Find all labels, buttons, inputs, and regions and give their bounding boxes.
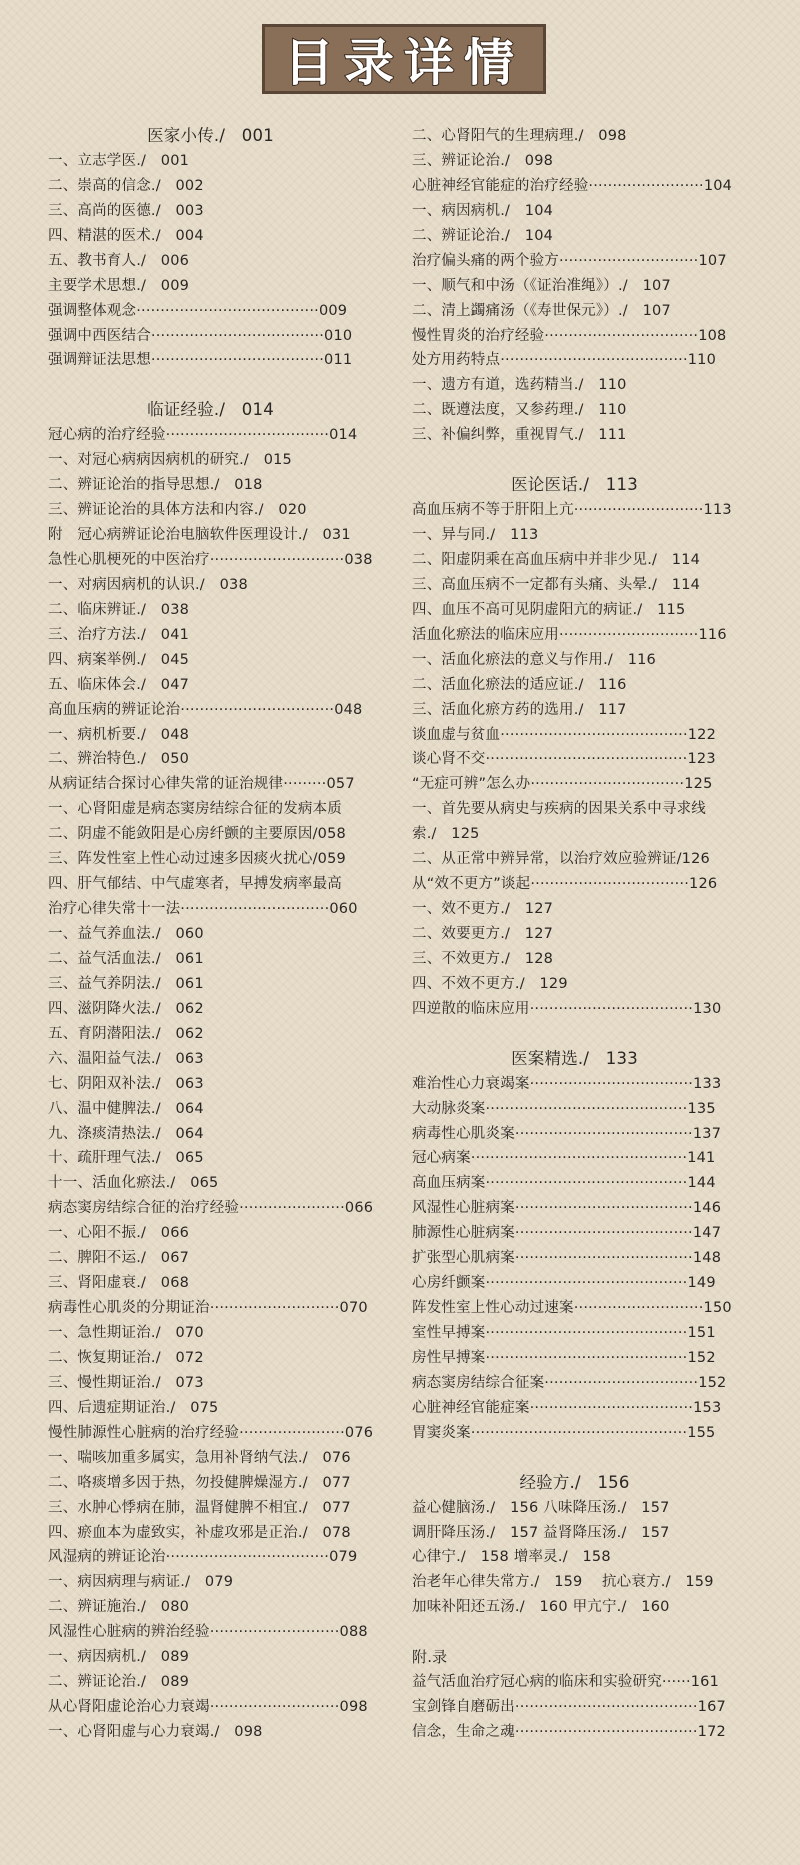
toc-entry: 十一、活血化瘀法./ 065 bbox=[48, 1175, 219, 1192]
toc-entry: 扩张型心肌病案·····································148 bbox=[412, 1250, 722, 1267]
toc-entry: 二、既遵法度，又参药理./ 110 bbox=[412, 402, 627, 419]
toc-entry: 三、高尚的医德./ 003 bbox=[48, 202, 204, 219]
toc-entry: 二、辨证施治./ 080 bbox=[48, 1599, 190, 1616]
toc-entry: 一、心肾阳虚是病态窦房结综合征的发病本质 bbox=[48, 801, 342, 818]
toc-entry: 三、高血压病不一定都有头痛、头晕./ 114 bbox=[412, 576, 701, 593]
toc-entry: 三、辨证论治的具体方法和内容./ 020 bbox=[48, 502, 307, 519]
toc-entry: 附 冠心病辨证论治电脑软件医理设计./ 031 bbox=[48, 527, 351, 543]
toc-entry: 二、辨证论治的指导思想./ 018 bbox=[48, 477, 263, 494]
toc-section-heading: 医案精选./ 133 bbox=[511, 1048, 638, 1068]
toc-entry: 二、效要更方./ 127 bbox=[412, 926, 554, 942]
toc-entry: 加味补阳还五汤./ 160 甲亢宁./ 160 bbox=[412, 1599, 670, 1616]
toc-entry: 三、活血化瘀方药的选用./ 117 bbox=[412, 701, 627, 718]
title-banner bbox=[262, 24, 546, 94]
toc-entry: 六、温阳益气法./ 063 bbox=[48, 1050, 204, 1067]
toc-entry: 治疗心律失常十一法·······························060 bbox=[48, 901, 358, 918]
toc-entry: 益气活血治疗冠心病的临床和实验研究······161 bbox=[412, 1674, 720, 1691]
toc-section-heading: 医家小传./ 001 bbox=[147, 126, 274, 145]
toc-entry: 四、不效不更方./ 129 bbox=[412, 975, 568, 992]
toc-entry: 二、从正常中辨异常，以治疗效应验辨证/126 bbox=[412, 851, 710, 868]
toc-entry: 强调整体观念······································009 bbox=[48, 302, 348, 319]
toc-entry: 二、活血化瘀法的适应证./ 116 bbox=[412, 676, 627, 693]
toc-entry: 一、顺气和中汤（《证治准绳》）./ 107 bbox=[412, 277, 671, 294]
toc-entry: 四、后遗症期证治./ 075 bbox=[48, 1399, 219, 1416]
toc-entry: 四、血压不高可见阴虚阳亢的病证./ 115 bbox=[412, 601, 686, 618]
toc-entry: 二、心肾阳气的生理病理./ 098 bbox=[412, 128, 627, 144]
toc-entry: 三、益气养阴法./ 061 bbox=[48, 975, 204, 992]
toc-entry: 心房纤颤案··········································149 bbox=[412, 1275, 716, 1292]
toc-entry: 冠心病的治疗经验··································014 bbox=[48, 427, 358, 444]
toc-entry: 二、脾阳不运./ 067 bbox=[48, 1250, 190, 1267]
toc-appendix-label: 附.录 bbox=[412, 1648, 448, 1667]
toc-entry: 高血压病不等于肝阳上亢···························113 bbox=[412, 502, 732, 519]
toc-entry: 三、治疗方法./ 041 bbox=[48, 626, 190, 643]
toc-entry: 八、温中健脾法./ 064 bbox=[48, 1100, 204, 1117]
toc-entry: 谈血虚与贫血·······································122 bbox=[412, 726, 717, 743]
toc-entry: 心脏神经官能症的治疗经验························104 bbox=[412, 177, 733, 194]
toc-entry: 五、教书育人./ 006 bbox=[48, 252, 190, 269]
toc-entry: 一、对冠心病病因病机的研究./ 015 bbox=[48, 452, 292, 469]
toc-entry: 五、临床体会./ 047 bbox=[48, 676, 190, 693]
toc-entry: 风湿性心脏病案·····································146 bbox=[412, 1200, 722, 1217]
toc-entry: 四、病案举例./ 045 bbox=[48, 651, 190, 668]
toc-entry: 宝剑锋自磨砺出······································167 bbox=[412, 1699, 726, 1716]
toc-entry: 治疗偏头痛的两个验方·····························107 bbox=[412, 252, 727, 269]
toc-entry: 从病证结合探讨心律失常的证治规律·········057 bbox=[48, 776, 355, 793]
toc-entry: 难治性心力衰竭案··································133 bbox=[412, 1075, 722, 1092]
toc-entry: 三、阵发性室上性心动过速多因痰火扰心/059 bbox=[48, 851, 346, 868]
toc-entry: 一、异与同./ 113 bbox=[412, 527, 539, 543]
toc-entry: 处方用药特点·······································110 bbox=[412, 352, 717, 369]
toc-entry: 一、病因病机./ 104 bbox=[412, 202, 554, 219]
toc-entry: 二、清上蠲痛汤（《寿世保元》）./ 107 bbox=[412, 302, 671, 319]
toc-spacer bbox=[412, 1446, 737, 1471]
toc-spacer bbox=[48, 373, 373, 398]
toc-entry: 一、喘咳加重多属实，急用补肾纳气法./ 076 bbox=[48, 1449, 351, 1466]
toc-entry: 二、临床辨证./ 038 bbox=[48, 601, 190, 618]
toc-entry: 房性早搏案··········································152 bbox=[412, 1349, 716, 1366]
toc-entry: 谈心肾不交··········································123 bbox=[412, 751, 716, 768]
toc-entry: 从心肾阳虚论治心力衰竭···························098 bbox=[48, 1699, 368, 1716]
toc-entry: 二、恢复期证治./ 072 bbox=[48, 1349, 204, 1366]
toc-entry: 索./ 125 bbox=[412, 826, 480, 843]
toc-entry: 二、阳虚阴乘在高血压病中并非少见./ 114 bbox=[412, 551, 701, 568]
toc-entry: 四、精湛的医术./ 004 bbox=[48, 227, 204, 244]
toc-entry: 三、补偏纠弊，重视胃气./ 111 bbox=[412, 427, 627, 444]
toc-entry: 一、病因病机./ 089 bbox=[48, 1649, 190, 1666]
toc-entry: 二、辨证论治./ 089 bbox=[48, 1674, 190, 1691]
toc-entry: 二、咯痰增多因于热，勿投健脾燥湿方./ 077 bbox=[48, 1474, 351, 1491]
page-title: 目录详情 bbox=[284, 33, 524, 92]
toc-entry: 益心健脑汤./ 156 八味降压汤./ 157 bbox=[412, 1499, 670, 1516]
toc-entry: 急性心肌梗死的中医治疗····························038 bbox=[48, 551, 373, 568]
toc-entry: 高血压病的辨证论治································048 bbox=[48, 701, 363, 718]
toc-section-heading: 临证经验./ 014 bbox=[147, 400, 274, 420]
toc-entry: 二、崇高的信念./ 002 bbox=[48, 177, 204, 194]
toc-entry: 风湿性心脏病的辨治经验···························088 bbox=[48, 1624, 368, 1641]
toc-entry: 二、阴虚不能敛阳是心房纤颤的主要原因/058 bbox=[48, 826, 346, 843]
toc-entry: 调肝降压汤./ 157 益肾降压汤./ 157 bbox=[412, 1524, 670, 1541]
toc-entry: 肺源性心脏病案·····································147 bbox=[412, 1225, 722, 1242]
toc-entry: 阵发性室上性心动过速案···························150 bbox=[412, 1300, 732, 1317]
toc-entry: 一、活血化瘀法的意义与作用./ 116 bbox=[412, 651, 656, 668]
toc-entry: 高血压病案··········································144 bbox=[412, 1175, 716, 1192]
toc-entry: 二、辨治特色./ 050 bbox=[48, 751, 190, 768]
toc-entry: 四、滋阴降火法./ 062 bbox=[48, 1000, 204, 1017]
toc-entry: 一、心肾阳虚与心力衰竭./ 098 bbox=[48, 1724, 263, 1740]
toc-entry: 四、瘀血本为虚致实，补虚攻邪是正治./ 078 bbox=[48, 1524, 351, 1541]
toc-entry: 强调辩证法思想····································011 bbox=[48, 352, 353, 369]
toc-entry: 冠心病案·············································141 bbox=[412, 1150, 716, 1167]
toc-spacer bbox=[412, 1620, 737, 1645]
toc-entry: 三、辨证论治./ 098 bbox=[412, 152, 554, 169]
toc-entry: 病态窦房结综合征的治疗经验······················066 bbox=[48, 1200, 373, 1217]
toc-entry: 强调中西医结合····································010 bbox=[48, 327, 353, 344]
toc-entry: 慢性肺源性心脏病的治疗经验······················076 bbox=[48, 1424, 373, 1441]
toc-entry: 活血化瘀法的临床应用·····························116 bbox=[412, 626, 727, 643]
toc-entry: 四、肝气郁结、中气虚寒者，早搏发病率最高 bbox=[48, 876, 342, 893]
toc-entry: 一、遗方有道，选药精当./ 110 bbox=[412, 377, 627, 394]
toc-entry: 一、效不更方./ 127 bbox=[412, 901, 554, 918]
toc-entry: 三、肾阳虚衰./ 068 bbox=[48, 1275, 190, 1292]
toc-entry: 主要学术思想./ 009 bbox=[48, 277, 190, 294]
toc-spacer bbox=[412, 448, 737, 473]
toc-entry: 三、不效更方./ 128 bbox=[412, 950, 554, 967]
toc-entry: 大动脉炎案··········································135 bbox=[412, 1100, 716, 1117]
toc-entry: 四逆散的临床应用··································130 bbox=[412, 1000, 722, 1017]
toc-entry: 慢性胃炎的治疗经验································108 bbox=[412, 327, 727, 344]
toc-entry: 一、对病因病机的认识./ 038 bbox=[48, 576, 248, 593]
toc-entry: 心脏神经官能症案··································153 bbox=[412, 1399, 722, 1416]
toc-section-heading: 医论医话./ 113 bbox=[511, 475, 638, 495]
toc-entry: 胃窦炎案·············································155 bbox=[412, 1424, 716, 1441]
toc-entry: 三、慢性期证治./ 073 bbox=[48, 1374, 204, 1391]
toc-entry: 一、病机析要./ 048 bbox=[48, 726, 190, 743]
toc-entry: “无症可辨”怎么办································125 bbox=[412, 776, 713, 793]
toc-entry: 五、育阴潜阳法./ 062 bbox=[48, 1025, 204, 1042]
toc-entry: 一、急性期证治./ 070 bbox=[48, 1325, 204, 1341]
toc-entry: 九、涤痰清热法./ 064 bbox=[48, 1125, 204, 1142]
toc-section-heading: 经验方./ 156 bbox=[519, 1472, 630, 1492]
toc-entry: 一、首先要从病史与疾病的因果关系中寻求线 bbox=[412, 801, 706, 818]
toc-entry: 三、水肿心悸病在肺，温肾健脾不相宜./ 077 bbox=[48, 1499, 351, 1516]
toc-left-column bbox=[48, 124, 373, 1745]
toc-right-column bbox=[412, 124, 737, 1745]
toc-entry: 治老年心律失常方./ 159 抗心衰方./ 159 bbox=[412, 1574, 714, 1591]
toc-entry: 心律宁./ 158 增率灵./ 158 bbox=[412, 1549, 611, 1566]
toc-entry: 从“效不更方”谈起·································126 bbox=[412, 876, 718, 893]
toc-entry: 一、立志学医./ 001 bbox=[48, 152, 190, 169]
toc-entry: 病毒性心肌炎的分期证治···························070 bbox=[48, 1300, 368, 1317]
toc-entry: 一、病因病理与病证./ 079 bbox=[48, 1574, 234, 1591]
toc-entry: 二、益气活血法./ 061 bbox=[48, 950, 204, 967]
toc-entry: 信念，生命之魂······································172 bbox=[412, 1724, 726, 1740]
toc-entry: 病态窦房结综合征案································152 bbox=[412, 1374, 727, 1391]
toc-entry: 二、辨证论治./ 104 bbox=[412, 227, 554, 244]
toc-entry: 七、阴阳双补法./ 063 bbox=[48, 1075, 204, 1092]
toc-entry: 风湿病的辨证论治··································079 bbox=[48, 1549, 358, 1566]
toc-entry: 病毒性心肌炎案·····································137 bbox=[412, 1125, 722, 1142]
toc-spacer bbox=[412, 1022, 737, 1047]
toc-entry: 一、心阳不振./ 066 bbox=[48, 1225, 190, 1242]
toc-entry: 室性早搏案··········································151 bbox=[412, 1325, 716, 1341]
toc-entry: 一、益气养血法./ 060 bbox=[48, 926, 204, 942]
toc-entry: 十、疏肝理气法./ 065 bbox=[48, 1150, 204, 1167]
